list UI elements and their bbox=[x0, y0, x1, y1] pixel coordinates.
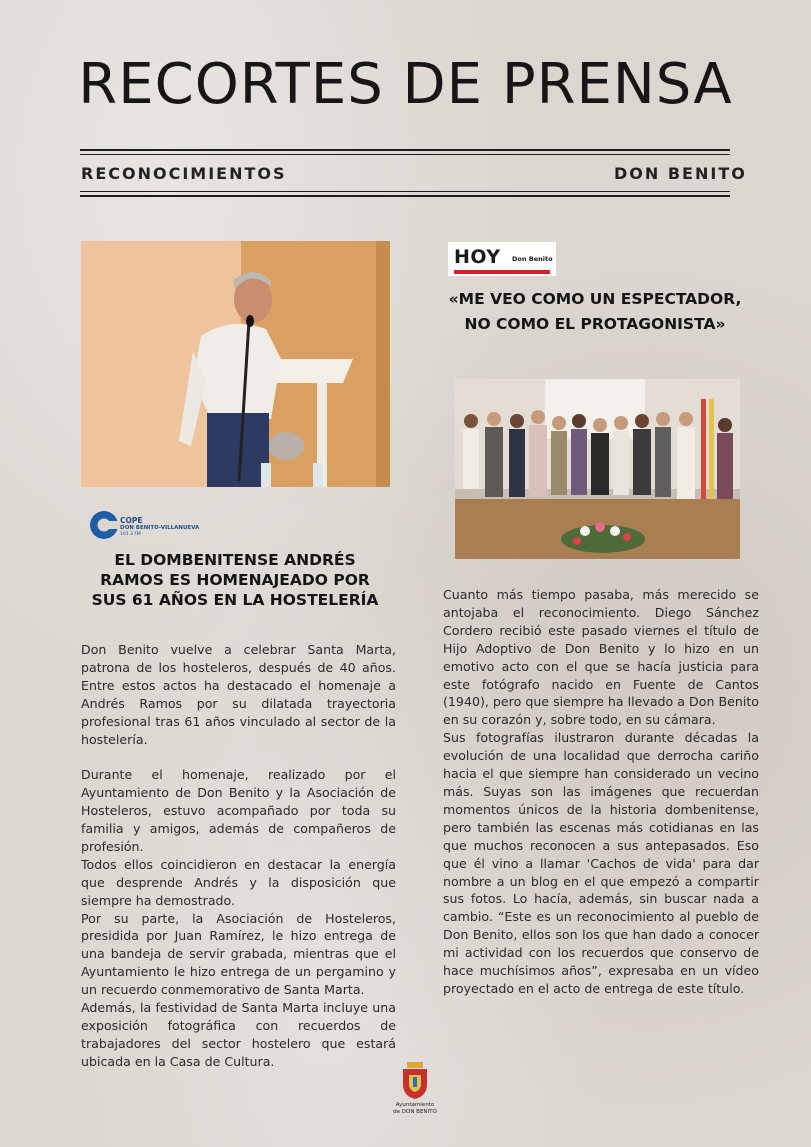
bottom-rule-upper bbox=[80, 191, 730, 192]
left-headline bbox=[81, 550, 389, 610]
location-label: DON BENITO bbox=[614, 164, 747, 183]
left-article-body bbox=[81, 641, 396, 1071]
left-headline-line: RAMOS ES HOMENAJEADO POR bbox=[100, 571, 370, 590]
cope-logo-station: DON BENITO-VILLANUEVA bbox=[120, 525, 200, 531]
left-paragraph: Además, la festividad de Santa Marta incluye una exposición fotográfica con recuerdos de trabajadores del sector hostelero que estará ubicada en la Casa de Cultura. bbox=[81, 1000, 396, 1069]
top-rule-upper bbox=[80, 149, 730, 151]
right-article-body bbox=[443, 586, 759, 998]
hoy-logo bbox=[448, 242, 556, 276]
left-paragraph: Don Benito vuelve a celebrar Santa Marta, patrona de los hosteleros, después de 40 años. Entre estos actos ha destacado el homenaje a Andrés Ramos por su dilatada trayectoria profesional tras 61 años vinculado al sector de la hostelería. bbox=[81, 642, 396, 747]
right-headline bbox=[430, 287, 760, 337]
town-hall-crest bbox=[386, 1058, 444, 1122]
cope-logo bbox=[88, 509, 208, 541]
right-paragraph: Sus fotografías ilustraron durante décadas la evolución de una localidad que derrocha cariño hacia el que siempre han considerado un vecino más. Suyas son las imágenes que recuerdan momentos únicos de la historia dombenitense, pero también las escenas más cotidianas en las que muchos reconocen a sus antepasados. Eso que él vino a llamar 'Cachos de vida' para dar nombre a un blog en el que empezó a compartir sus fotos. Lo hacía, además, sin buscar nada a cambio. “Este es un reconocimiento al pueblo de Don Benito, ellos son los que han dado a conocer mi actividad con los recuerdos que conservo de hace muchísimos años”, expresaba en un vídeo proyectado en el acto de entrega de este título. bbox=[443, 730, 759, 996]
left-headline-line: EL DOMBENITENSE ANDRÉS bbox=[114, 551, 356, 569]
cope-logo-frequency: 101.3 FM bbox=[120, 532, 141, 537]
right-headline-line: NO COMO EL PROTAGONISTA» bbox=[464, 315, 726, 333]
group-photo bbox=[455, 379, 740, 559]
crest-shield-icon bbox=[400, 1060, 430, 1100]
speaker-photo bbox=[81, 241, 390, 487]
hoy-logo-name: HOY bbox=[454, 246, 501, 268]
cope-logo-icon bbox=[88, 509, 120, 541]
right-paragraph: Cuanto más tiempo pasaba, más merecido se antojaba el reconocimiento. Diego Sánchez Cordero recibió este pasado viernes el título de Hijo Adoptivo de Don Benito y lo hizo en un emotivo acto con el que se hacía justicia para este fotógrafo nacido en Fuente de Cantos (1940), pero que siempre ha llevado a Don Benito en su corazón y, sobre todo, en su cámara. bbox=[443, 587, 759, 728]
left-paragraph: Por su parte, la Asociación de Hosteleros, presidida por Juan Ramírez, le hizo entrega de una bandeja de servir grabada, mientras que el Ayuntamiento le hizo entrega de un pergamino y un recuerdo conmemorativo de Santa Marta. bbox=[81, 910, 396, 998]
crest-label-line2: de DON BENITO bbox=[393, 1109, 437, 1115]
left-paragraph: Todos ellos coincidieron en destacar la energía que desprende Andrés y la disposición que siempre ha demostrado. bbox=[81, 856, 396, 908]
group-photo-illustration bbox=[455, 379, 740, 559]
top-rule-lower bbox=[80, 154, 730, 155]
cope-logo-name: COPE bbox=[120, 516, 143, 525]
left-paragraph: Durante el homenaje, realizado por el Ayuntamiento de Don Benito y la Asociación de Hosteleros, estuvo acompañado por toda su familia y amigos, además de compañeros de profesión. bbox=[81, 767, 396, 854]
speaker-photo-illustration bbox=[81, 241, 390, 487]
hoy-logo-edition: Don Benito bbox=[512, 255, 553, 263]
page-title: RECORTES DE PRENSA bbox=[78, 52, 733, 117]
bottom-rule-lower bbox=[80, 195, 730, 197]
crest-label-line1: Ayuntamiento bbox=[395, 1102, 435, 1108]
hoy-logo-bar bbox=[454, 270, 550, 274]
right-headline-line: «ME VEO COMO UN ESPECTADOR, bbox=[448, 290, 742, 308]
left-headline-line: SUS 61 AÑOS EN LA HOSTELERÍA bbox=[91, 591, 379, 610]
section-label: RECONOCIMIENTOS bbox=[81, 164, 287, 183]
